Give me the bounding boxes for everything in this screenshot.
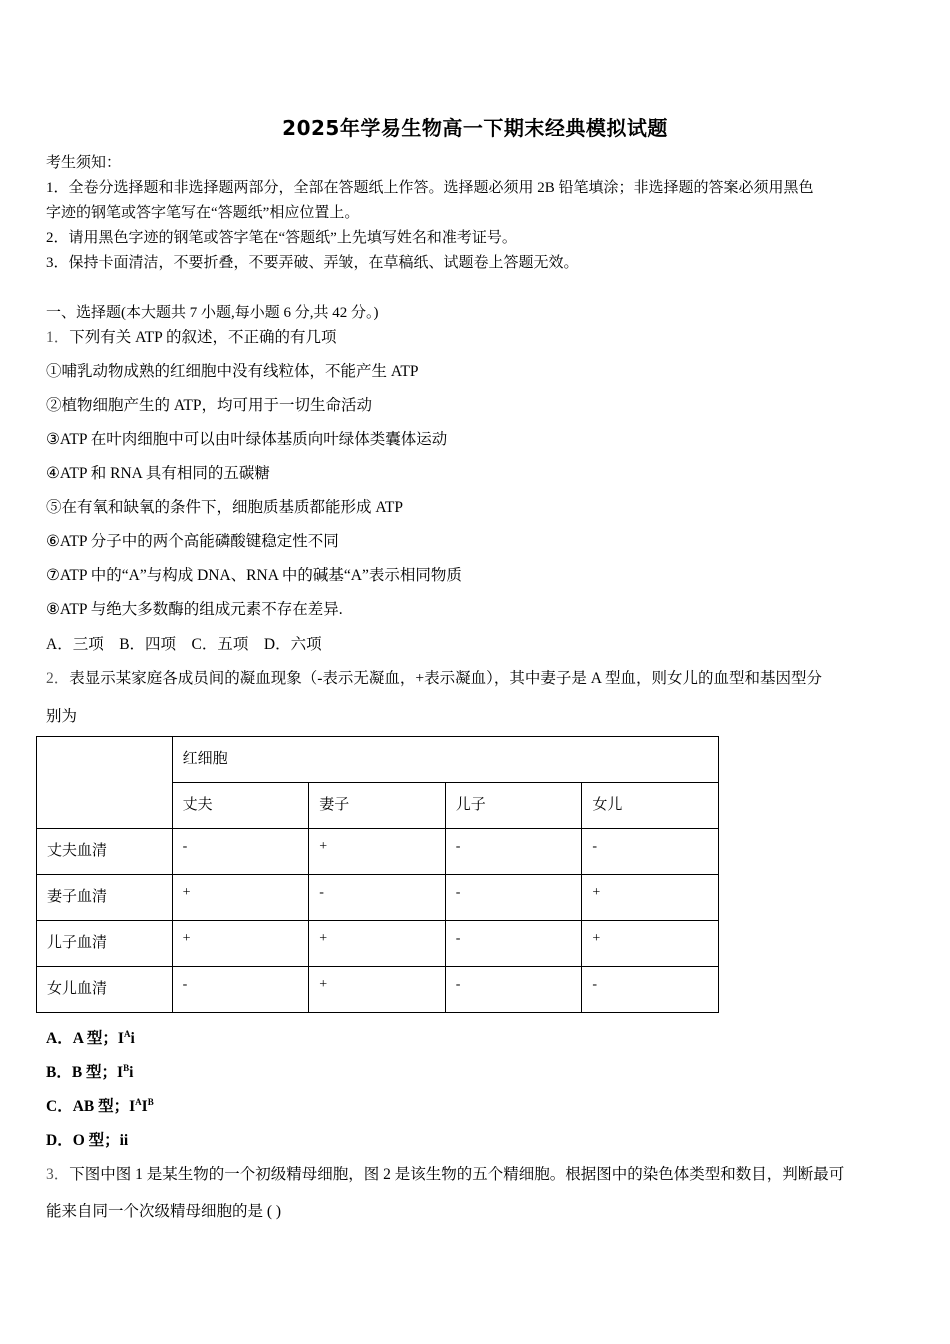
table-cell: - <box>445 829 582 875</box>
row-label: 儿子血清 <box>37 921 173 967</box>
notice-item: 1．全卷分选择题和非选择题两部分，全部在答题纸上作答。选择题必须用 2B 铅笔填涂；非选择题的答案必须用黑色 <box>46 180 814 196</box>
statement: ⑥ATP 分子中的两个高能磷酸键稳定性不同 <box>46 533 339 550</box>
statement: ⑦ATP 中的“A”与构成 DNA、RNA 中的碱基“A”表示相同物质 <box>46 567 462 584</box>
option-text: C．AB 型；I <box>46 1098 136 1115</box>
statement: ③ATP 在叶肉细胞中可以由叶绿体基质向叶绿体类囊体运动 <box>46 431 448 448</box>
table-cell: - <box>172 967 309 1013</box>
table-cell: - <box>309 875 446 921</box>
allele-superscript: A <box>135 1097 142 1107</box>
statement: ⑧ATP 与绝大多数酶的组成元素不存在差异. <box>46 601 343 618</box>
question-stem-cont: 别为 <box>46 708 78 725</box>
option-text: A．A 型；I <box>46 1030 124 1047</box>
notice-item: 2．请用黑色字迹的钢笔或答字笔在“答题纸”上先填写姓名和准考证号。 <box>46 230 517 246</box>
section-heading: 一、选择题(本大题共 7 小题,每小题 6 分,共 42 分。) <box>46 305 379 321</box>
option-text: i <box>129 1064 134 1081</box>
notice-heading: 考生须知： <box>46 155 122 171</box>
table-cell: - <box>445 921 582 967</box>
table-group-header: 红细胞 <box>172 737 718 783</box>
notice-item: 字迹的钢笔或答字笔写在“答题纸”相应位置上。 <box>46 205 360 221</box>
table-corner-cell <box>37 737 173 829</box>
question-1 <box>46 325 337 347</box>
allele-superscript: B <box>123 1063 130 1073</box>
table-cell: + <box>309 829 446 875</box>
row-label: 女儿血清 <box>37 967 173 1013</box>
table-cell: - <box>582 829 719 875</box>
table-cell: - <box>445 875 582 921</box>
question-3 <box>46 1162 844 1184</box>
option-b <box>46 1060 133 1082</box>
option-a <box>46 1026 135 1048</box>
table-cell: + <box>172 875 309 921</box>
table-cell: - <box>445 967 582 1013</box>
notice-item: 3．保持卡面清洁，不要折叠，不要弄破、弄皱，在草稿纸、试题卷上答题无效。 <box>46 255 579 271</box>
table-cell: + <box>172 921 309 967</box>
table-cell: + <box>309 921 446 967</box>
column-header: 丈夫 <box>172 783 309 829</box>
table-cell: - <box>172 829 309 875</box>
column-header: 女儿 <box>582 783 719 829</box>
question-stem: 表显示某家庭各成员间的凝血现象（-表示无凝血，+表示凝血），其中妻子是 A 型血，则女儿的血型和基因型分 <box>69 670 823 687</box>
question-stem: 下图中图 1 是某生物的一个初级精母细胞，图 2 是该生物的五个精细胞。根据图中的染色体类型和数目，判断最可 <box>69 1166 845 1183</box>
row-label: 妻子血清 <box>37 875 173 921</box>
question-2 <box>46 666 822 688</box>
agglutination-table <box>36 736 719 1013</box>
statement: ⑤在有氧和缺氧的条件下，细胞质基质都能形成 ATP <box>46 499 403 516</box>
column-header: 妻子 <box>309 783 446 829</box>
option-text: i <box>130 1030 135 1047</box>
table-row <box>37 967 719 1013</box>
question-number: 2． <box>46 670 70 687</box>
table-cell: + <box>309 967 446 1013</box>
allele-superscript: A <box>123 1029 131 1039</box>
statement: ①哺乳动物成熟的红细胞中没有线粒体，不能产生 ATP <box>46 363 419 380</box>
column-header: 儿子 <box>445 783 582 829</box>
question-stem: 下列有关 ATP 的叙述，不正确的有几项 <box>69 329 337 346</box>
table-cell: - <box>582 967 719 1013</box>
question-number: 3． <box>46 1166 70 1183</box>
allele-superscript: B <box>147 1097 154 1107</box>
statement: ②植物细胞产生的 ATP，均可用于一切生命活动 <box>46 397 372 414</box>
page-title: 2025年学易生物高一下期末经典模拟试题 <box>282 116 668 140</box>
table-cell: + <box>582 921 719 967</box>
answer-options: A．三项 B．四项 C．五项 D．六项 <box>46 636 322 653</box>
table-cell: + <box>582 875 719 921</box>
table-row <box>37 921 719 967</box>
table-row <box>37 737 719 783</box>
table-row <box>37 829 719 875</box>
option-d: D．O 型；ii <box>46 1132 129 1149</box>
option-c <box>46 1094 154 1116</box>
row-label: 丈夫血清 <box>37 829 173 875</box>
question-stem-cont: 能来自同一个次级精母细胞的是 ( ) <box>46 1203 282 1220</box>
option-text: I <box>141 1098 148 1115</box>
option-text: B．B 型；I <box>46 1064 124 1081</box>
statement: ④ATP 和 RNA 具有相同的五碳糖 <box>46 465 270 482</box>
question-number: 1． <box>46 329 70 346</box>
table-row <box>37 875 719 921</box>
